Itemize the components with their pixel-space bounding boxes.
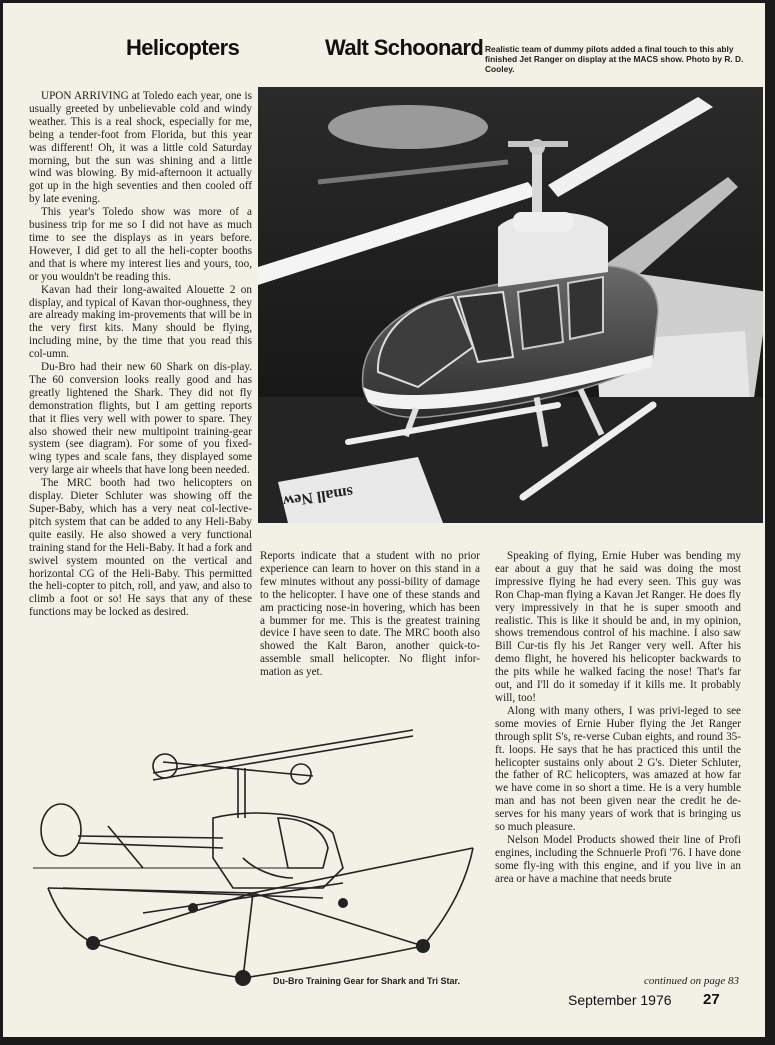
paragraph: This year's Toledo show was more of a business trip for me so I did not have as much time to see the displays as in years before. However, I did get to all the heli-copter booths and that is where my interest lies and yours, too, or you wouldn't be reading this.	[29, 206, 252, 283]
section-title: Helicopters	[126, 35, 240, 60]
paragraph: Along with many others, I was privi-leged to see some movies of Ernie Huber flying the Jet Ranger through split S's, re-verse Cuban eights, and round 35-ft. loops. He says that he has practiced this until the helicopter sustains only about 2 G's. Dieter Schluter, the father of RC helicopters, was amazed at how far we have come in so short a time. He is a very humble man and has not been given near the credit he de-serves for his many years of work that is bringing us so much pleasure.	[495, 704, 741, 834]
training-gear-diagram	[23, 718, 483, 998]
paragraph: Reports indicate that a student with no prior experience can learn to hover on this stand in a few minutes without any possi-bility of damage to the helicopter. I have one of these stands and am practicing nose-in hovering, which has been a bummer for me. This is the greatest training device I have seen to date. The MRC booth also showed the Kalt Baron, another quick-to-assemble small helicopter. No flight infor-mation as yet.	[260, 550, 480, 679]
paragraph: Kavan had their long-awaited Alouette 2 on display, and typical of Kavan thor-oughness, they are already making im-provements that will be in the very first kits. Many should be flying, including mine, by the time that you read this col-umn.	[29, 283, 252, 361]
paragraph: UPON ARRIVING at Toledo each year, one is usually greeted by unbelievable cold and windy weather. This is a real shock, especially for me, being a tender-foot from Florida, but this year was different! Oh, it was a little cold Saturday morning, but the sun was shining and a little wind was blowing. By mid-afternoon it actually got up in the high seventies and then cooled off by late evening.	[29, 90, 252, 206]
issue-date: September 1976	[568, 992, 672, 1008]
photo-caption: Realistic team of dummy pilots added a final touch to this ably finished Jet Ranger on display at the MACS show. Photo by R. D. Cooley.	[485, 44, 744, 75]
column-3	[495, 550, 741, 886]
paragraph: Speaking of flying, Ernie Huber was bending my ear about a guy that he said was doing the most impressive flying he had every seen. This guy was Ron Chap-man flying a Kavan Jet Ranger. He does fly very impressively in that he is super smooth and realistic. This is like it should be and, in my opinion, shows tremendous control of his machine. I also saw Bill Cur-tis fly his Jet Ranger very well. After his demo flight, he hovered his helicopter backwards to the pits while he walked facing the nose! That's far out, and I'll do it someday if it kills me. It probably will, too!	[495, 550, 741, 704]
paragraph: The MRC booth had two helicopters on display. Dieter Schluter was showing off the Super-Baby, which has a very neat col-lective-pitch system that can be added to any Heli-Baby quite easily. He also showed a very functional training stand for the Heli-Baby. It had a fork and swivel system mounted on the vertical and horizontal CG of the Heli-Baby. This permitted the heli-copter to pitch, roll, and yaw, and also to climb a foot or so! He says that any of these functions may be locked as desired.	[29, 477, 252, 619]
column-1	[29, 90, 252, 619]
author-name: Walt Schoonard	[325, 35, 484, 60]
page-number: 27	[703, 991, 720, 1008]
magazine-page	[3, 3, 765, 1037]
paragraph: Du-Bro had their new 60 Shark on dis-play. The 60 conversion looks really good and has greatly lightened the Shark. They did not fly demonstration flights, but I am getting reports that it flies very well with power to spare. They also showed their new multipoint training-gear system (see diagram). For some of you fixed-wing types and scale fans, they displayed some very large air wheels that have long been needed.	[29, 361, 252, 477]
paragraph: Nelson Model Products showed their line of Profi engines, including the Schnuerle Profi '76. I have done some fly-ing with this engine, and if you live in an area or have a machine that needs brute	[495, 833, 741, 885]
newspaper-masthead: small News	[275, 483, 355, 511]
continued-note: continued on page 83	[643, 975, 739, 987]
jet-ranger-photo	[258, 87, 763, 523]
column-2	[260, 550, 480, 679]
photo-illustration	[258, 87, 763, 523]
diagram-drawing	[23, 718, 483, 998]
diagram-caption: Du-Bro Training Gear for Shark and Tri Star.	[273, 976, 461, 986]
